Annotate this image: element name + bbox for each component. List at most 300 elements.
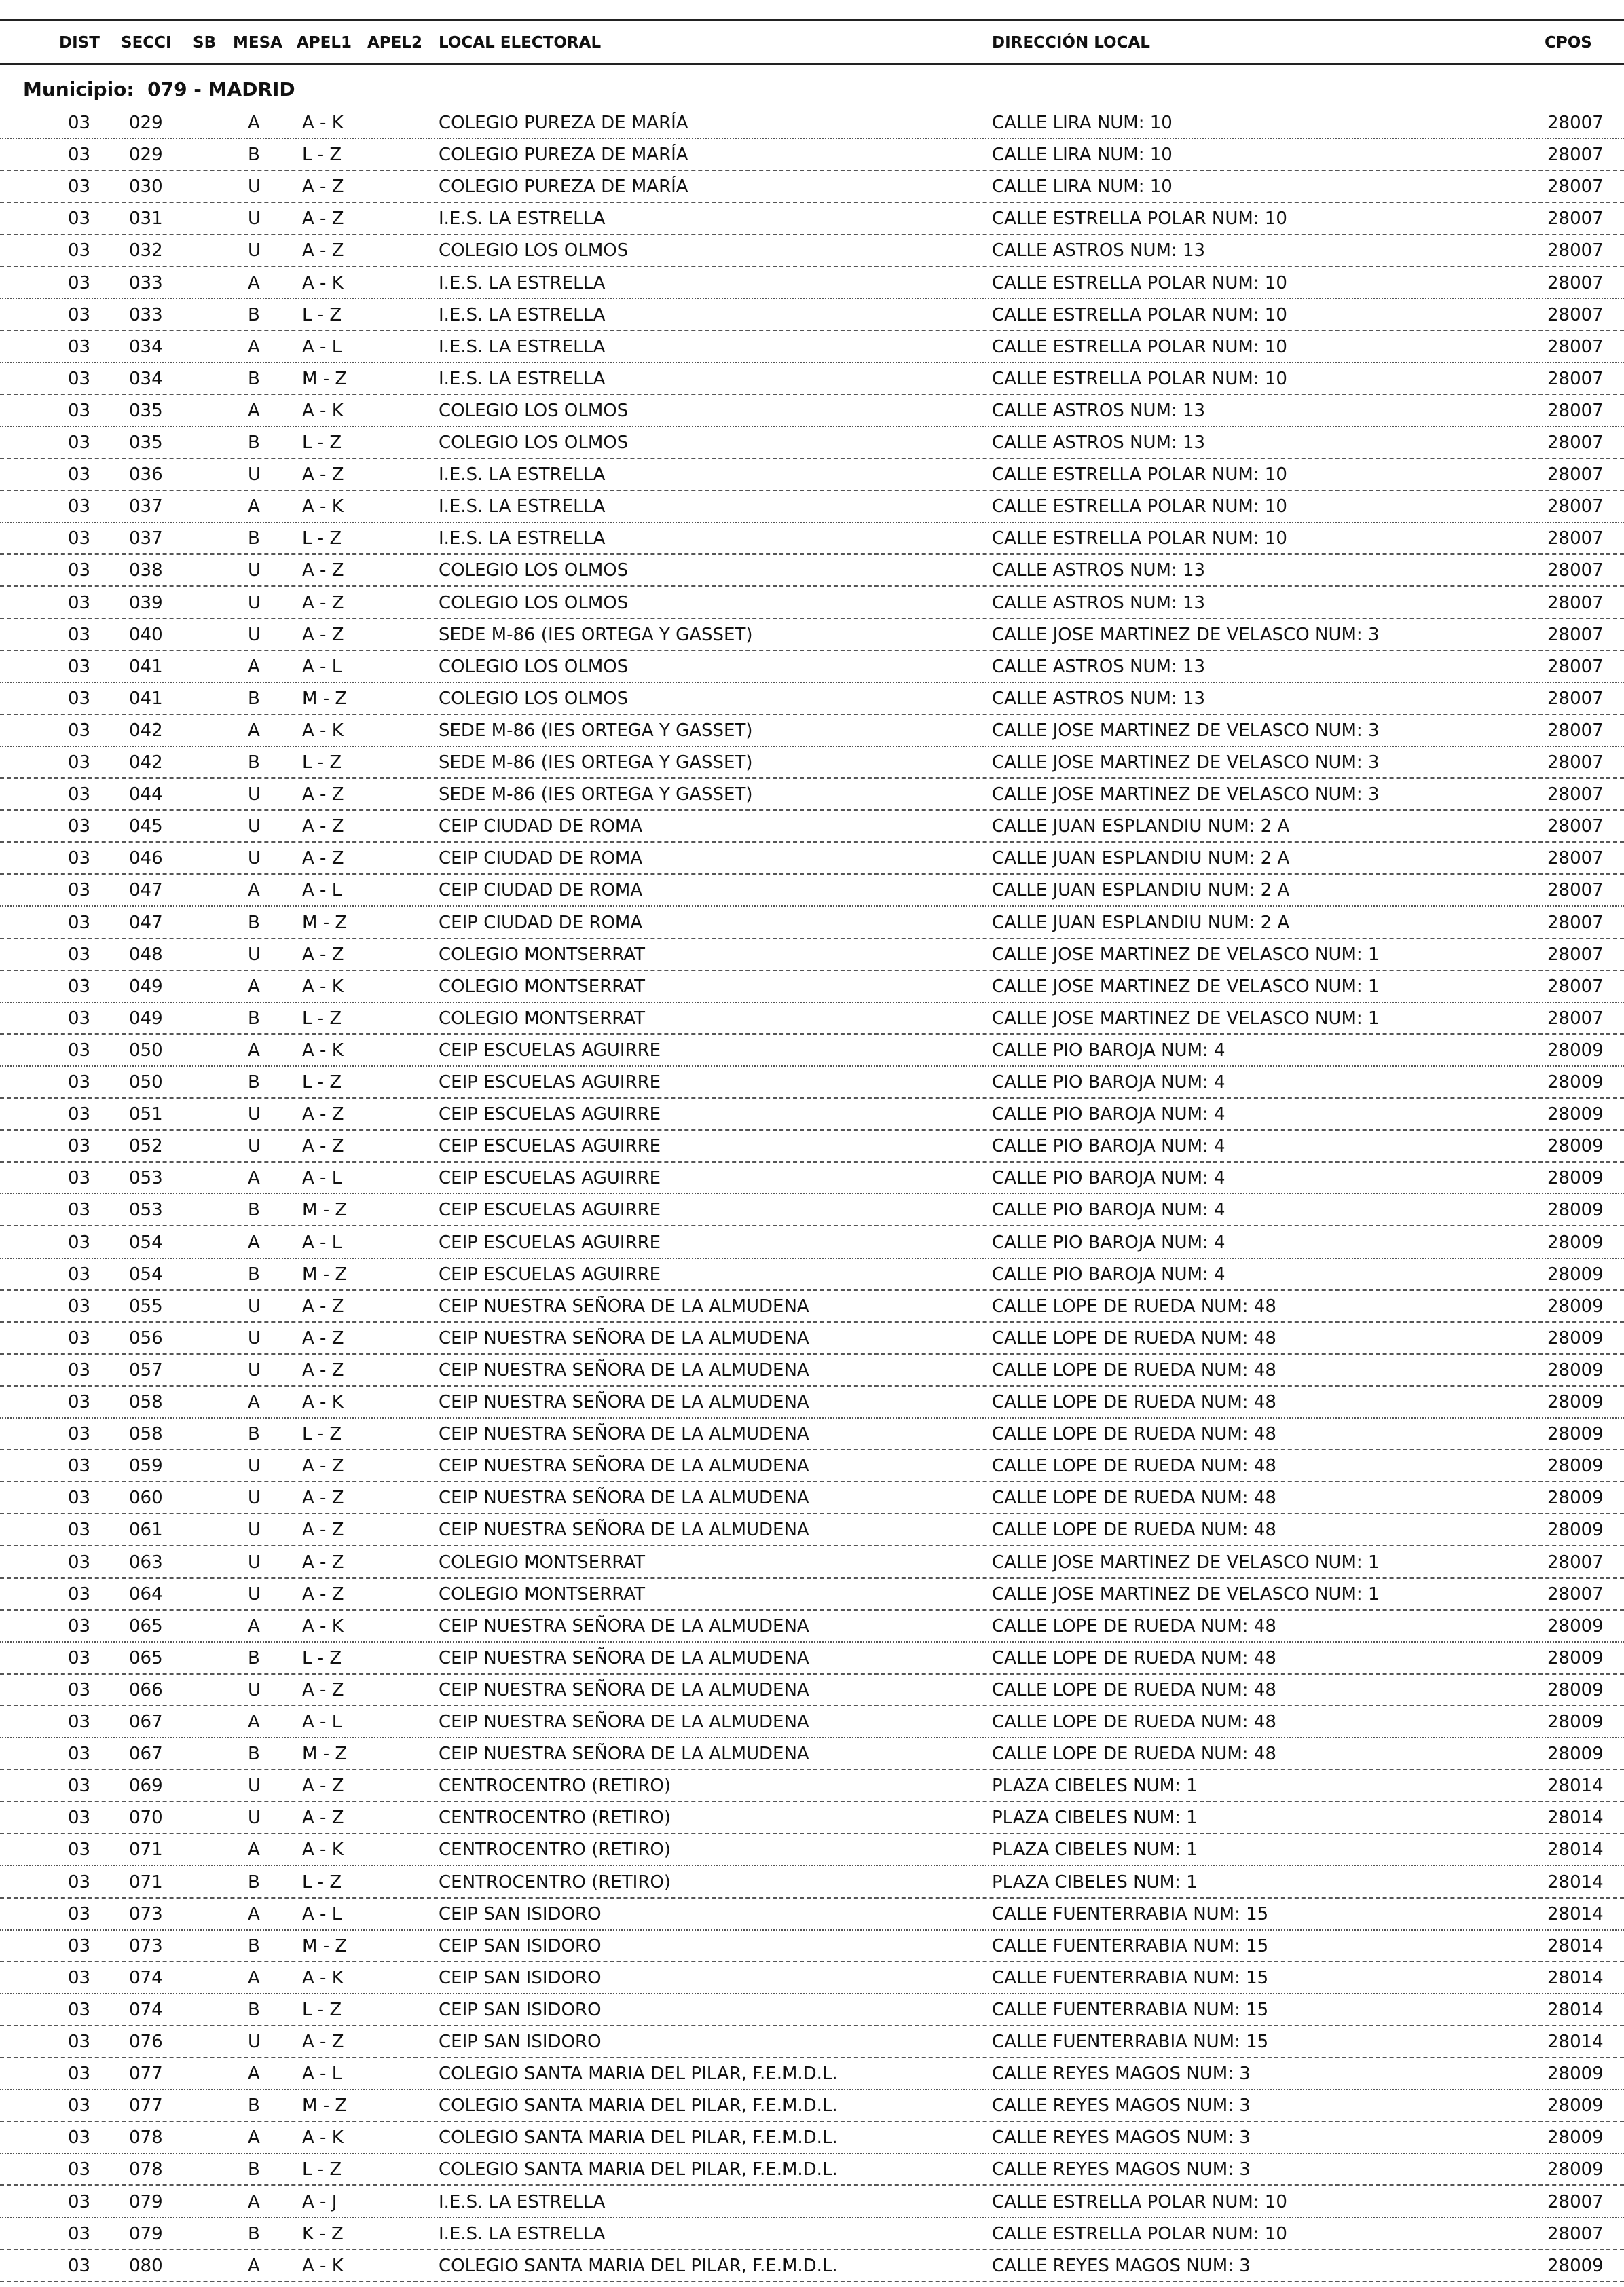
cell-apel1: A - Z xyxy=(302,177,344,198)
cell-direccion: CALLE LOPE DE RUEDA NUM: 48 xyxy=(992,1647,1276,1668)
table-row xyxy=(0,299,1624,331)
municipio-value: 079 - MADRID xyxy=(147,78,295,100)
col-header-direccion: DIRECCIÓN LOCAL xyxy=(992,34,1150,52)
cell-sb: B xyxy=(248,1871,260,1892)
cell-apel1: M - Z xyxy=(302,1744,348,1765)
cell-secci: 037 xyxy=(129,496,163,517)
cell-direccion: CALLE ASTROS NUM: 13 xyxy=(992,560,1206,581)
cell-local: CEIP NUESTRA SEÑORA DE LA ALMUDENA xyxy=(439,1328,809,1349)
cell-local: CENTROCENTRO (RETIRO) xyxy=(439,1871,671,1892)
cell-local: CEIP SAN ISIDORO xyxy=(439,1999,602,2020)
table-row xyxy=(0,971,1624,1003)
cell-dist: 03 xyxy=(68,2191,91,2212)
cell-secci: 059 xyxy=(129,1456,163,1477)
cell-local: CEIP NUESTRA SEÑORA DE LA ALMUDENA xyxy=(439,1647,809,1668)
table-row xyxy=(0,683,1624,715)
cell-local: SEDE M-86 (IES ORTEGA Y GASSET) xyxy=(439,720,753,741)
cell-apel1: A - Z xyxy=(302,2032,344,2052)
cell-direccion: CALLE LIRA NUM: 10 xyxy=(992,113,1173,133)
cell-cpos: 28009 xyxy=(1547,1072,1604,1093)
cell-apel1: L - Z xyxy=(302,1999,342,2020)
cell-cpos: 28009 xyxy=(1547,1136,1604,1157)
cell-sb: B xyxy=(248,1264,260,1285)
cell-sb: B xyxy=(248,433,260,453)
cell-direccion: CALLE PIO BAROJA NUM: 4 xyxy=(992,1232,1225,1253)
cell-direccion: CALLE PIO BAROJA NUM: 4 xyxy=(992,1136,1225,1157)
cell-direccion: CALLE LOPE DE RUEDA NUM: 48 xyxy=(992,1615,1276,1636)
cell-apel1: A - K xyxy=(302,1040,344,1061)
cell-apel1: A - Z xyxy=(302,1552,344,1573)
cell-cpos: 28007 xyxy=(1547,433,1604,453)
cell-cpos: 28007 xyxy=(1547,240,1604,261)
cell-local: CEIP SAN ISIDORO xyxy=(439,1903,602,1924)
cell-apel1: A - Z xyxy=(302,464,344,486)
cell-sb: U xyxy=(248,784,261,805)
cell-dist: 03 xyxy=(68,1615,91,1636)
cell-direccion: CALLE ESTRELLA POLAR NUM: 10 xyxy=(992,272,1287,293)
cell-direccion: CALLE JUAN ESPLANDIU NUM: 2 A xyxy=(992,848,1290,869)
cell-dist: 03 xyxy=(68,1392,91,1412)
cell-cpos: 28009 xyxy=(1547,1200,1604,1221)
col-header-cpos: CPOS xyxy=(1545,34,1592,52)
cell-direccion: CALLE ASTROS NUM: 13 xyxy=(992,592,1206,613)
cell-local: CEIP ESCUELAS AGUIRRE xyxy=(439,1104,661,1125)
cell-secci: 045 xyxy=(129,816,163,837)
cell-secci: 078 xyxy=(129,2159,163,2180)
cell-secci: 054 xyxy=(129,1264,163,1285)
cell-direccion: CALLE REYES MAGOS NUM: 3 xyxy=(992,2127,1251,2148)
cell-secci: 070 xyxy=(129,1808,163,1829)
table-row xyxy=(0,2026,1624,2058)
cell-sb: A xyxy=(248,400,260,421)
cell-cpos: 28007 xyxy=(1547,880,1604,901)
cell-dist: 03 xyxy=(68,1456,91,1477)
cell-direccion: CALLE LOPE DE RUEDA NUM: 48 xyxy=(992,1488,1276,1509)
cell-direccion: CALLE JOSE MARTINEZ DE VELASCO NUM: 1 xyxy=(992,1584,1380,1605)
cell-local: CEIP NUESTRA SEÑORA DE LA ALMUDENA xyxy=(439,1296,809,1317)
col-header-mesa: MESA xyxy=(233,34,282,52)
cell-local: COLEGIO LOS OLMOS xyxy=(439,592,629,613)
cell-direccion: CALLE JOSE MARTINEZ DE VELASCO NUM: 3 xyxy=(992,784,1380,805)
table-row xyxy=(0,1099,1624,1131)
cell-dist: 03 xyxy=(68,1296,91,1317)
cell-dist: 03 xyxy=(68,2032,91,2052)
cell-local: CEIP NUESTRA SEÑORA DE LA ALMUDENA xyxy=(439,1392,809,1412)
cell-local: COLEGIO PUREZA DE MARÍA xyxy=(439,113,688,133)
cell-direccion: CALLE PIO BAROJA NUM: 4 xyxy=(992,1104,1225,1125)
cell-cpos: 28014 xyxy=(1547,1935,1604,1956)
cell-secci: 067 xyxy=(129,1712,163,1732)
cell-dist: 03 xyxy=(68,272,91,293)
cell-sb: U xyxy=(248,1776,261,1797)
cell-sb: U xyxy=(248,1808,261,1829)
cell-apel1: A - Z xyxy=(302,1776,344,1797)
cell-cpos: 28007 xyxy=(1547,720,1604,741)
cell-dist: 03 xyxy=(68,1712,91,1732)
cell-dist: 03 xyxy=(68,688,91,709)
cell-cpos: 28014 xyxy=(1547,1903,1604,1924)
cell-local: COLEGIO LOS OLMOS xyxy=(439,688,629,709)
cell-cpos: 28007 xyxy=(1547,400,1604,421)
cell-apel1: M - Z xyxy=(302,1264,348,1285)
cell-cpos: 28007 xyxy=(1547,816,1604,837)
table-row xyxy=(0,1802,1624,1834)
cell-apel1: A - L xyxy=(302,1232,342,1253)
table-row xyxy=(0,2250,1624,2282)
cell-sb: U xyxy=(248,1552,261,1573)
cell-direccion: CALLE REYES MAGOS NUM: 3 xyxy=(992,2159,1251,2180)
cell-sb: B xyxy=(248,304,260,325)
cell-cpos: 28007 xyxy=(1547,688,1604,709)
cell-cpos: 28007 xyxy=(1547,592,1604,613)
cell-dist: 03 xyxy=(68,2223,91,2244)
cell-apel1: A - Z xyxy=(302,1359,344,1380)
cell-cpos: 28009 xyxy=(1547,1264,1604,1285)
cell-secci: 047 xyxy=(129,912,163,933)
cell-secci: 077 xyxy=(129,2064,163,2085)
cell-sb: B xyxy=(248,1999,260,2020)
table-row xyxy=(0,587,1624,619)
cell-sb: U xyxy=(248,1328,261,1349)
cell-apel1: A - Z xyxy=(302,240,344,261)
cell-dist: 03 xyxy=(68,1424,91,1445)
cell-dist: 03 xyxy=(68,2159,91,2180)
cell-cpos: 28007 xyxy=(1547,1552,1604,1573)
cell-dist: 03 xyxy=(68,1200,91,1221)
cell-secci: 071 xyxy=(129,1871,163,1892)
cell-dist: 03 xyxy=(68,208,91,230)
cell-apel1: A - Z xyxy=(302,1584,344,1605)
cell-sb: A xyxy=(248,720,260,741)
cell-apel1: L - Z xyxy=(302,1424,342,1445)
table-row xyxy=(0,1675,1624,1706)
cell-sb: U xyxy=(248,848,261,869)
cell-secci: 046 xyxy=(129,848,163,869)
cell-sb: U xyxy=(248,1456,261,1477)
cell-secci: 031 xyxy=(129,208,163,230)
cell-cpos: 28007 xyxy=(1547,272,1604,293)
cell-local: CEIP CIUDAD DE ROMA xyxy=(439,816,643,837)
cell-apel1: A - Z xyxy=(302,944,344,965)
cell-secci: 038 xyxy=(129,560,163,581)
cell-apel1: A - Z xyxy=(302,1488,344,1509)
table-row xyxy=(0,715,1624,747)
cell-sb: A xyxy=(248,976,260,997)
cell-direccion: CALLE ESTRELLA POLAR NUM: 10 xyxy=(992,208,1287,230)
cell-dist: 03 xyxy=(68,1584,91,1605)
cell-sb: A xyxy=(248,1392,260,1412)
cell-sb: A xyxy=(248,880,260,901)
table-row xyxy=(0,1450,1624,1482)
cell-apel1: M - Z xyxy=(302,912,348,933)
cell-direccion: CALLE ESTRELLA POLAR NUM: 10 xyxy=(992,368,1287,389)
cell-local: COLEGIO MONTSERRAT xyxy=(439,1584,645,1605)
cell-sb: U xyxy=(248,944,261,965)
cell-apel1: A - Z xyxy=(302,1328,344,1349)
cell-local: CEIP NUESTRA SEÑORA DE LA ALMUDENA xyxy=(439,1615,809,1636)
cell-local: COLEGIO LOS OLMOS xyxy=(439,656,629,677)
cell-secci: 036 xyxy=(129,464,163,486)
cell-cpos: 28009 xyxy=(1547,1488,1604,1509)
cell-apel1: A - K xyxy=(302,2127,344,2148)
cell-secci: 050 xyxy=(129,1040,163,1061)
cell-direccion: CALLE ASTROS NUM: 13 xyxy=(992,688,1206,709)
cell-dist: 03 xyxy=(68,528,91,549)
cell-local: CENTROCENTRO (RETIRO) xyxy=(439,1840,671,1861)
cell-direccion: CALLE JOSE MARTINEZ DE VELASCO NUM: 3 xyxy=(992,624,1380,645)
col-header-dist: DIST xyxy=(59,34,100,52)
cell-direccion: CALLE ESTRELLA POLAR NUM: 10 xyxy=(992,528,1287,549)
cell-dist: 03 xyxy=(68,1744,91,1765)
cell-secci: 080 xyxy=(129,2255,163,2276)
cell-sb: A xyxy=(248,1712,260,1732)
cell-apel1: A - Z xyxy=(302,1136,344,1157)
cell-sb: A xyxy=(248,2127,260,2148)
cell-dist: 03 xyxy=(68,1808,91,1829)
cell-secci: 077 xyxy=(129,2096,163,2117)
cell-apel1: L - Z xyxy=(302,1008,342,1029)
cell-apel1: L - Z xyxy=(302,528,342,549)
cell-apel1: L - Z xyxy=(302,752,342,773)
cell-direccion: CALLE ESTRELLA POLAR NUM: 10 xyxy=(992,2191,1287,2212)
cell-secci: 032 xyxy=(129,240,163,261)
cell-cpos: 28007 xyxy=(1547,145,1604,166)
cell-secci: 042 xyxy=(129,720,163,741)
table-row xyxy=(0,1482,1624,1514)
cell-local: SEDE M-86 (IES ORTEGA Y GASSET) xyxy=(439,624,753,645)
table-row xyxy=(0,1035,1624,1067)
cell-sb: B xyxy=(248,2159,260,2180)
cell-cpos: 28009 xyxy=(1547,1647,1604,1668)
cell-secci: 044 xyxy=(129,784,163,805)
cell-dist: 03 xyxy=(68,656,91,677)
cell-dist: 03 xyxy=(68,2096,91,2117)
cell-direccion: PLAZA CIBELES NUM: 1 xyxy=(992,1840,1198,1861)
cell-local: CEIP CIUDAD DE ROMA xyxy=(439,912,643,933)
cell-dist: 03 xyxy=(68,816,91,837)
cell-sb: B xyxy=(248,2096,260,2117)
cell-local: COLEGIO SANTA MARIA DEL PILAR, F.E.M.D.L. xyxy=(439,2159,838,2180)
table-row xyxy=(0,843,1624,875)
cell-apel1: A - K xyxy=(302,976,344,997)
cell-dist: 03 xyxy=(68,1008,91,1029)
table-row xyxy=(0,939,1624,971)
cell-apel1: A - J xyxy=(302,2191,337,2212)
cell-sb: U xyxy=(248,1359,261,1380)
cell-direccion: CALLE LOPE DE RUEDA NUM: 48 xyxy=(992,1392,1276,1412)
cell-direccion: CALLE JOSE MARTINEZ DE VELASCO NUM: 1 xyxy=(992,976,1380,997)
cell-cpos: 28009 xyxy=(1547,1424,1604,1445)
table-row xyxy=(0,491,1624,523)
cell-cpos: 28009 xyxy=(1547,1359,1604,1380)
cell-direccion: PLAZA CIBELES NUM: 1 xyxy=(992,1776,1198,1797)
cell-secci: 058 xyxy=(129,1392,163,1412)
cell-direccion: CALLE LIRA NUM: 10 xyxy=(992,145,1173,166)
cell-local: CEIP ESCUELAS AGUIRRE xyxy=(439,1040,661,1061)
cell-local: CEIP NUESTRA SEÑORA DE LA ALMUDENA xyxy=(439,1520,809,1541)
cell-dist: 03 xyxy=(68,1967,91,1988)
cell-secci: 054 xyxy=(129,1232,163,1253)
cell-local: COLEGIO LOS OLMOS xyxy=(439,433,629,453)
cell-cpos: 28007 xyxy=(1547,208,1604,230)
cell-secci: 079 xyxy=(129,2191,163,2212)
cell-cpos: 28007 xyxy=(1547,976,1604,997)
cell-sb: A xyxy=(248,1040,260,1061)
cell-sb: U xyxy=(248,208,261,230)
cell-dist: 03 xyxy=(68,1488,91,1509)
cell-apel1: L - Z xyxy=(302,433,342,453)
cell-local: CENTROCENTRO (RETIRO) xyxy=(439,1808,671,1829)
cell-secci: 073 xyxy=(129,1903,163,1924)
cell-cpos: 28014 xyxy=(1547,1840,1604,1861)
cell-secci: 056 xyxy=(129,1328,163,1349)
cell-dist: 03 xyxy=(68,1871,91,1892)
cell-secci: 052 xyxy=(129,1136,163,1157)
cell-direccion: CALLE PIO BAROJA NUM: 4 xyxy=(992,1040,1225,1061)
municipio-label: Municipio: xyxy=(23,78,134,100)
cell-secci: 069 xyxy=(129,1776,163,1797)
cell-sb: U xyxy=(248,1488,261,1509)
cell-dist: 03 xyxy=(68,240,91,261)
cell-secci: 033 xyxy=(129,272,163,293)
cell-direccion: CALLE JOSE MARTINEZ DE VELASCO NUM: 3 xyxy=(992,720,1380,741)
cell-secci: 078 xyxy=(129,2127,163,2148)
cell-dist: 03 xyxy=(68,1072,91,1093)
cell-sb: A xyxy=(248,656,260,677)
cell-apel1: A - K xyxy=(302,113,344,133)
cell-secci: 058 xyxy=(129,1424,163,1445)
cell-direccion: PLAZA CIBELES NUM: 1 xyxy=(992,1808,1198,1829)
cell-cpos: 28009 xyxy=(1547,1104,1604,1125)
cell-apel1: M - Z xyxy=(302,1200,348,1221)
cell-sb: B xyxy=(248,752,260,773)
cell-apel1: L - Z xyxy=(302,2159,342,2180)
cell-cpos: 28007 xyxy=(1547,2223,1604,2244)
cell-secci: 035 xyxy=(129,400,163,421)
cell-local: I.E.S. LA ESTRELLA xyxy=(439,368,606,389)
cell-apel1: A - Z xyxy=(302,784,344,805)
cell-local: COLEGIO SANTA MARIA DEL PILAR, F.E.M.D.L. xyxy=(439,2255,838,2276)
cell-sb: U xyxy=(248,177,261,198)
cell-local: CEIP NUESTRA SEÑORA DE LA ALMUDENA xyxy=(439,1424,809,1445)
table-row xyxy=(0,107,1624,139)
cell-sb: B xyxy=(248,912,260,933)
col-header-sb: SB xyxy=(193,34,217,52)
cell-secci: 034 xyxy=(129,368,163,389)
cell-direccion: CALLE LOPE DE RUEDA NUM: 48 xyxy=(992,1520,1276,1541)
cell-cpos: 28007 xyxy=(1547,2191,1604,2212)
cell-secci: 071 xyxy=(129,1840,163,1861)
cell-cpos: 28009 xyxy=(1547,2096,1604,2117)
cell-sb: B xyxy=(248,1200,260,1221)
cell-dist: 03 xyxy=(68,177,91,198)
cell-direccion: CALLE FUENTERRABIA NUM: 15 xyxy=(992,2032,1269,2052)
cell-cpos: 28007 xyxy=(1547,368,1604,389)
cell-dist: 03 xyxy=(68,1552,91,1573)
table-row xyxy=(0,139,1624,171)
table-row xyxy=(0,2187,1624,2218)
cell-secci: 074 xyxy=(129,1999,163,2020)
cell-secci: 041 xyxy=(129,656,163,677)
cell-direccion: CALLE PIO BAROJA NUM: 4 xyxy=(992,1072,1225,1093)
cell-local: I.E.S. LA ESTRELLA xyxy=(439,2223,606,2244)
cell-local: CEIP ESCUELAS AGUIRRE xyxy=(439,1136,661,1157)
cell-local: CEIP ESCUELAS AGUIRRE xyxy=(439,1264,661,1285)
cell-cpos: 28007 xyxy=(1547,464,1604,486)
cell-local: CENTROCENTRO (RETIRO) xyxy=(439,1776,671,1797)
table-row xyxy=(0,268,1624,299)
cell-apel1: A - K xyxy=(302,272,344,293)
table-row xyxy=(0,1611,1624,1643)
cell-secci: 063 xyxy=(129,1552,163,1573)
cell-direccion: CALLE ESTRELLA POLAR NUM: 10 xyxy=(992,304,1287,325)
cell-apel1: A - K xyxy=(302,1615,344,1636)
cell-direccion: CALLE ESTRELLA POLAR NUM: 10 xyxy=(992,336,1287,357)
cell-direccion: CALLE PIO BAROJA NUM: 4 xyxy=(992,1200,1225,1221)
cell-secci: 037 xyxy=(129,528,163,549)
cell-local: CEIP SAN ISIDORO xyxy=(439,1967,602,1988)
cell-secci: 029 xyxy=(129,113,163,133)
table-row xyxy=(0,2058,1624,2090)
col-header-local: LOCAL ELECTORAL xyxy=(439,34,602,52)
cell-local: I.E.S. LA ESTRELLA xyxy=(439,2191,606,2212)
cell-sb: A xyxy=(248,2191,260,2212)
cell-apel1: A - Z xyxy=(302,592,344,613)
cell-dist: 03 xyxy=(68,1168,91,1189)
cell-direccion: CALLE LOPE DE RUEDA NUM: 48 xyxy=(992,1424,1276,1445)
cell-sb: B xyxy=(248,2223,260,2244)
cell-sb: U xyxy=(248,560,261,581)
cell-direccion: CALLE JOSE MARTINEZ DE VELASCO NUM: 1 xyxy=(992,1552,1380,1573)
cell-sb: U xyxy=(248,1296,261,1317)
cell-apel1: A - Z xyxy=(302,848,344,869)
cell-cpos: 28014 xyxy=(1547,1871,1604,1892)
cell-direccion: CALLE LOPE DE RUEDA NUM: 48 xyxy=(992,1712,1276,1732)
cell-cpos: 28007 xyxy=(1547,177,1604,198)
cell-sb: U xyxy=(248,1104,261,1125)
cell-cpos: 28007 xyxy=(1547,848,1604,869)
cell-sb: A xyxy=(248,2255,260,2276)
cell-sb: B xyxy=(248,528,260,549)
table-row xyxy=(0,1387,1624,1419)
cell-dist: 03 xyxy=(68,304,91,325)
cell-dist: 03 xyxy=(68,2255,91,2276)
cell-sb: B xyxy=(248,1072,260,1093)
cell-cpos: 28007 xyxy=(1547,113,1604,133)
cell-secci: 035 xyxy=(129,433,163,453)
cell-dist: 03 xyxy=(68,1935,91,1956)
cell-apel1: A - K xyxy=(302,496,344,517)
cell-local: COLEGIO SANTA MARIA DEL PILAR, F.E.M.D.L. xyxy=(439,2096,838,2117)
cell-apel1: A - Z xyxy=(302,1104,344,1125)
cell-direccion: PLAZA CIBELES NUM: 1 xyxy=(992,1871,1198,1892)
cell-direccion: CALLE ESTRELLA POLAR NUM: 10 xyxy=(992,2223,1287,2244)
table-row xyxy=(0,2090,1624,2122)
cell-direccion: CALLE JUAN ESPLANDIU NUM: 2 A xyxy=(992,912,1290,933)
cell-dist: 03 xyxy=(68,1776,91,1797)
cell-direccion: CALLE REYES MAGOS NUM: 3 xyxy=(992,2096,1251,2117)
cell-secci: 049 xyxy=(129,976,163,997)
cell-secci: 051 xyxy=(129,1104,163,1125)
cell-apel1: A - Z xyxy=(302,1808,344,1829)
cell-local: COLEGIO SANTA MARIA DEL PILAR, F.E.M.D.L. xyxy=(439,2127,838,2148)
cell-cpos: 28009 xyxy=(1547,2159,1604,2180)
table-row xyxy=(0,811,1624,843)
cell-cpos: 28014 xyxy=(1547,1999,1604,2020)
cell-local: CEIP NUESTRA SEÑORA DE LA ALMUDENA xyxy=(439,1456,809,1477)
table-row xyxy=(0,907,1624,939)
cell-dist: 03 xyxy=(68,113,91,133)
